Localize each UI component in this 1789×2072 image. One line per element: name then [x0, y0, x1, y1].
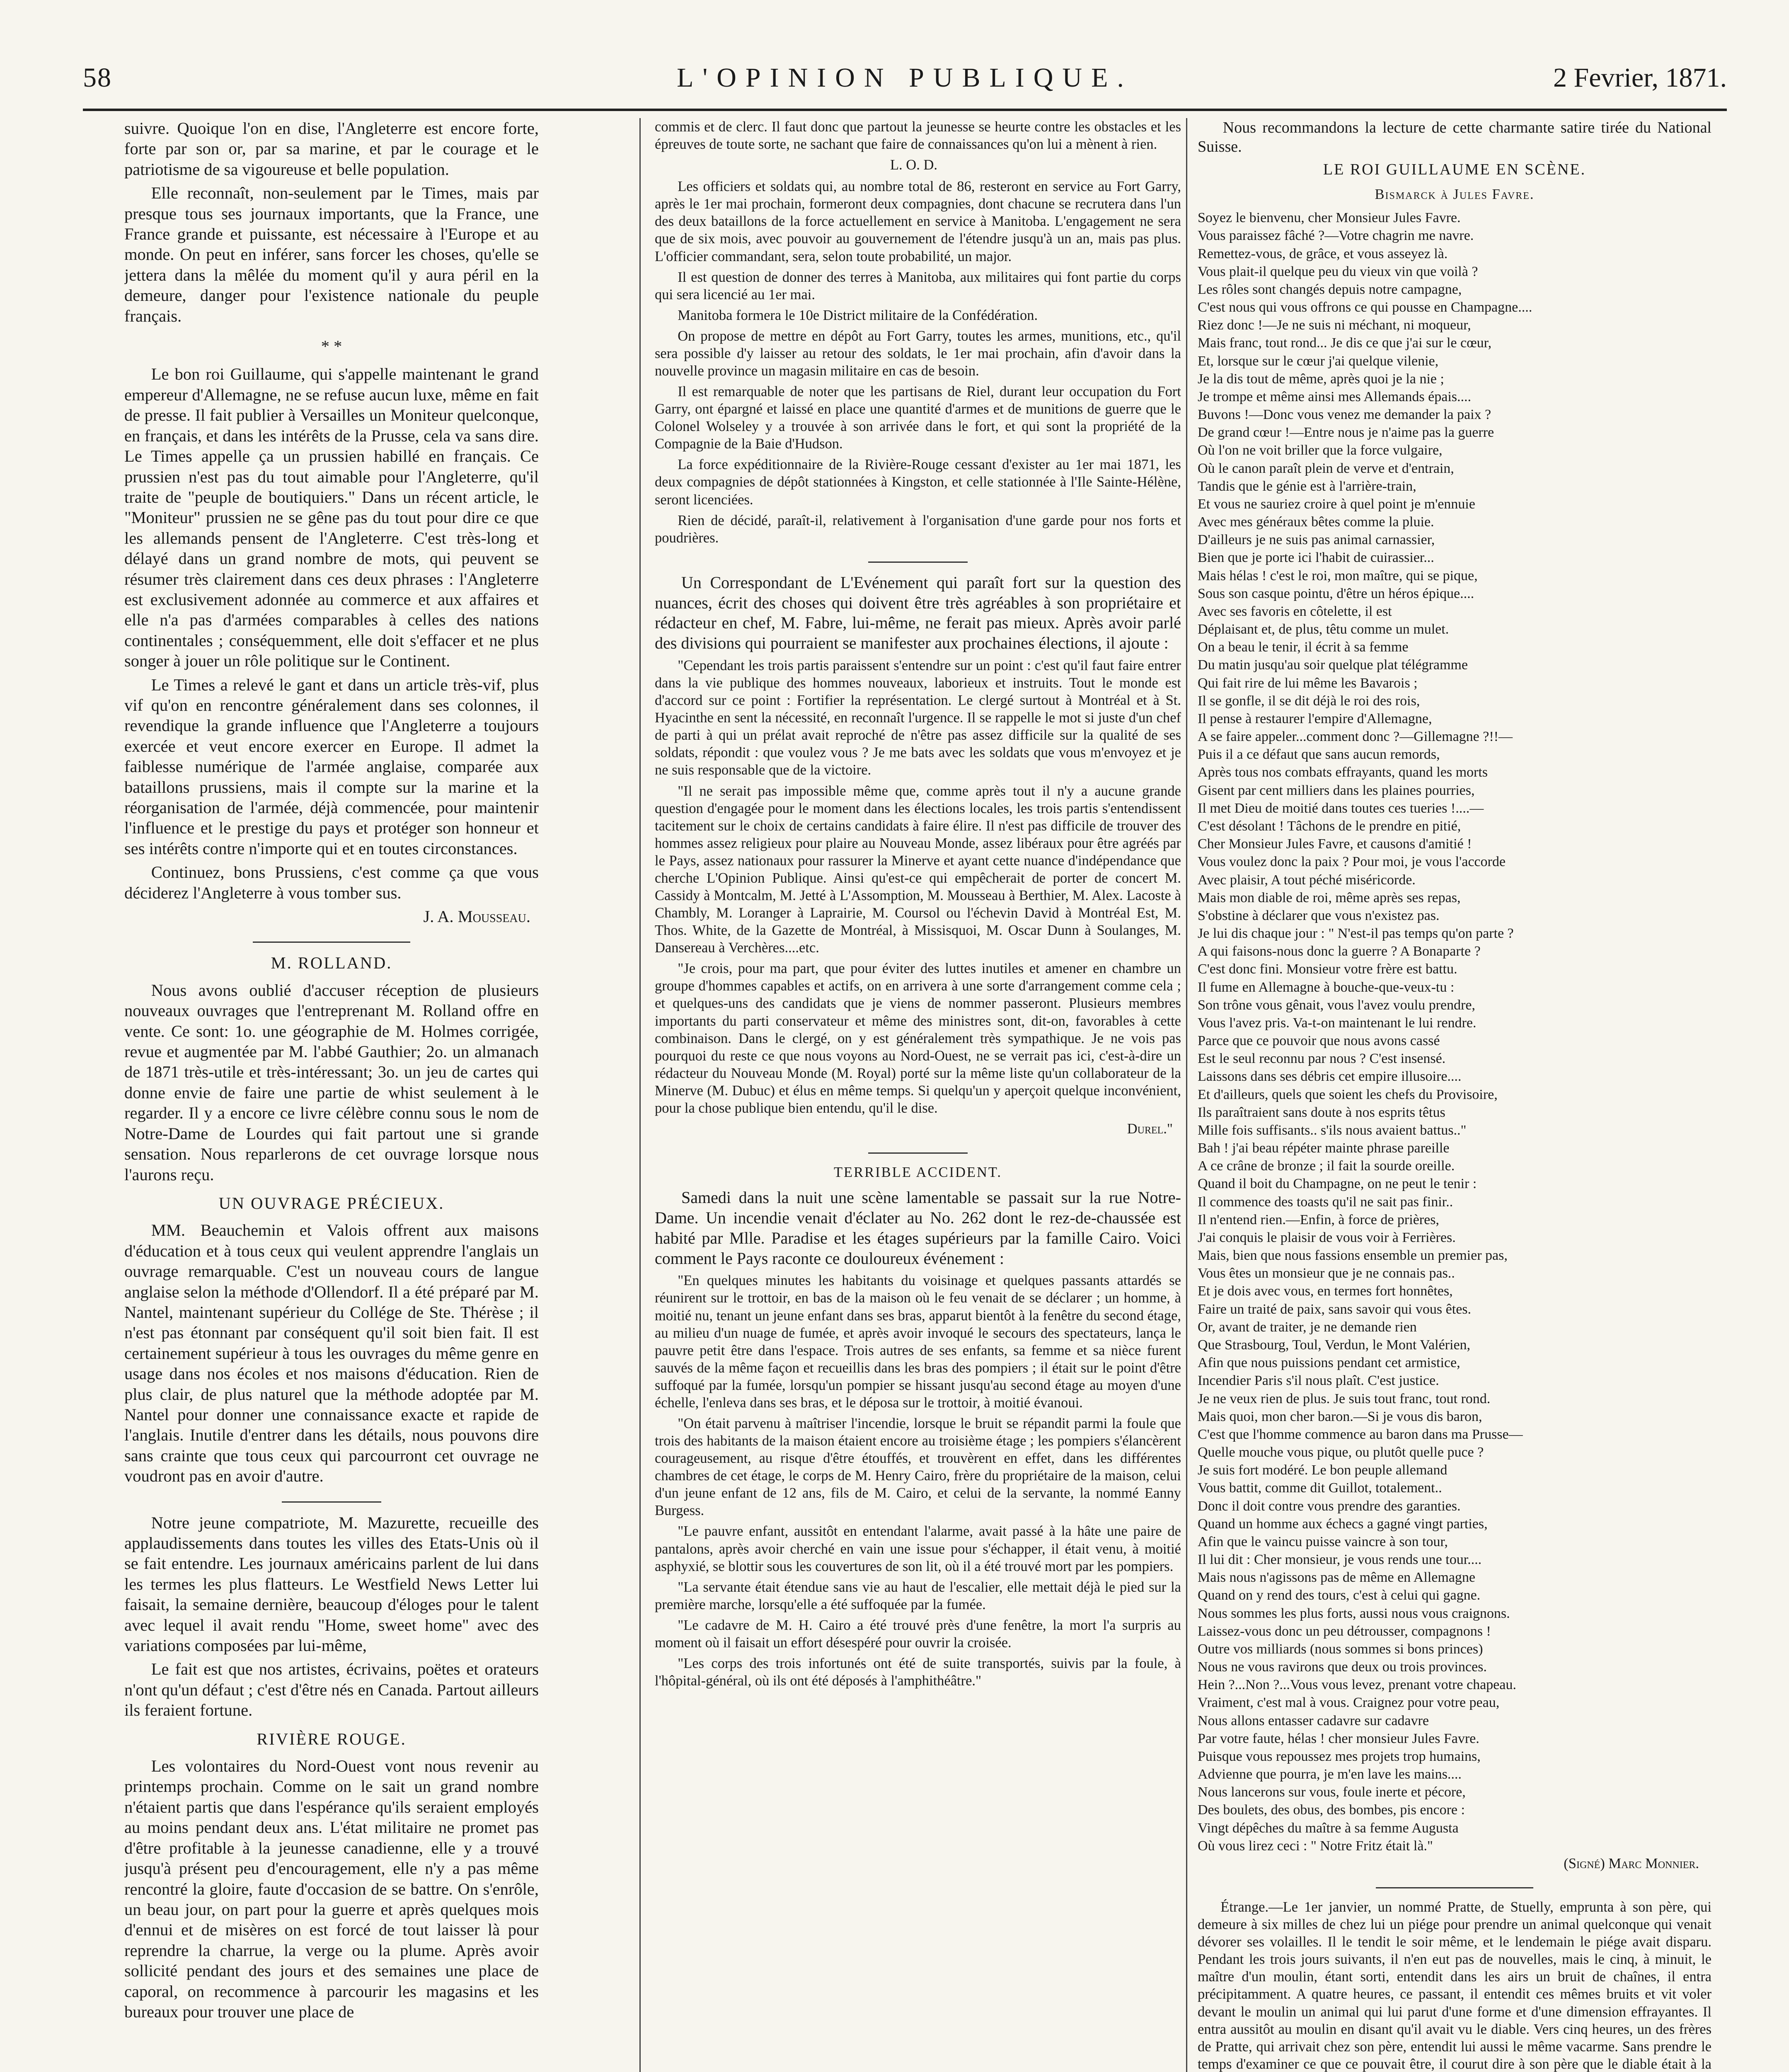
paragraph: Notre jeune compatriote, M. Mazurette, recueille des applaudissements dans toutes les villes des Etats-Unis où il se fait entendre. Les journaux américains parlent de lui dans les termes les plus flatteurs. Le Westfield News Letter lui faisait, la semaine dernière, beaucoup d'éloges pour le talent avec lequel il avait rendu "Home, sweet home" avec des variations composées par lui-même,	[124, 1513, 539, 1655]
signature: L. O. D.	[890, 157, 938, 173]
paragraph: Il est question de donner des terres à Manitoba, aux militaires qui font partie du corps qui sera licencié au 1er mai.	[655, 269, 1181, 303]
paragraph: Les officiers et soldats qui, au nombre total de 86, resteront en service au Fort Garry, après le 1er mai prochain, formeront deux compagnies, dont chacune se recrutera dans l'un des deux bataillons de la force actuellement en service à Manitoba. L'engagement ne sera que de six mois, avec pouvoir au gouvernement de l'étendre jusqu'à un an, mais pas plus. L'officier commandant, sera, selon toute probabilité, un major.	[655, 179, 1181, 264]
paragraph: Le fait est que nos artistes, écrivains, poëtes et orateurs n'ont qu'un défaut ; c'est d'être nés en Canada. Partout ailleurs ils feraient fortune.	[124, 1660, 539, 1720]
signature: (Signé) Marc Monnier.	[1564, 1855, 1699, 1871]
paragraph: Continuez, bons Prussiens, c'est comme ça que vous déciderez l'Angleterre à vous tomber sus.	[124, 863, 539, 902]
section-separator	[1376, 1887, 1533, 1888]
paragraph: La force expéditionnaire de la Rivière-Rouge cessant d'exister au 1er mai 1871, les deux compagnies de dépôt stationnées à Kingston, et celle stationnée à l'Ile Sainte-Hélène, seront licenciées.	[655, 457, 1181, 508]
section-separator	[868, 562, 968, 563]
paragraph: Le Times a relevé le gant et dans un article très-vif, plus vif qu'on en rencontre généralement dans ses colonnes, il revendique la grande influence que l'Angleterre a toujours exercée et veut encore exercer en Europe. Il admet la faiblesse numérique de l'armée anglaise, comparée aux bataillons prussiens, mais il compte sur la marine et la réorganisation de l'armée, déjà commencée, pour maintenir l'influence et le prestige du pays et protéger son honneur et ses intérêts contre n'importe qui et en toutes circonstances.	[124, 675, 539, 858]
issue-date: 2 Fevrier, 1871.	[1553, 63, 1727, 93]
paragraph: "La servante était étendue sans vie au haut de l'escalier, elle mettait déjà le pied sur la première marche, lorsqu'elle a été suffoquée par la fumée.	[655, 1579, 1181, 1612]
dinkus: * *	[321, 337, 342, 356]
paragraph: "Le cadavre de M. H. Cairo a été trouvé près d'une fenêtre, la mort l'a surpris au moment où il faisait un effort désespéré pour ouvrir la croisée.	[655, 1617, 1181, 1651]
paragraph: Un Correspondant de L'Evénement qui paraît fort sur la question des nuances, écrit des choses qui doivent être très agréables à son propriétaire et rédacteur en chef, M. Fabre, lui-même, ne ferait pas mieux. Après avoir parlé des divisions qui pourraient se manifester aux prochaines élections, il ajoute :	[655, 573, 1181, 653]
paragraph: "Le pauvre enfant, aussitôt en entendant l'alarme, avait passé à la hâte une paire de pantalons, après avoir cherché en vain une issue pour s'échapper, il était venu, à moitié asphyxié, se blottir sous les couvertures de son lit, où il a été trouvé mort par les pompiers.	[655, 1523, 1181, 1574]
paragraph: "Il ne serait pas impossible même que, comme après tout il n'y a aucune grande question d'engagée pour le moment dans les élections locales, les trois partis s'entendissent tacitement sur le choix de certains candidats à faire élire. Il n'est pas difficile de trouver des hommes assez religieux pour plaire au Nouveau Monde, assez libéraux pour être agréés par le Pays, assez nationaux pour rassurer la Minerve et ayant cette nuance d'indépendance que cherche L'Opinion Publique. Ainsi qu'est-ce qui empêcherait de porter de concert M. Cassidy à Montcalm, M. Jetté à L'Assomption, M. Mousseau à Berthier, M. Alex. Lacoste à Chambly, M. Loranger à Laprairie, M. Coursol ou l'échevin David à Montréal Est, M. Thos. White, de la Gazette de Montréal, à Missisquoi, M. Oscar Dunn à Soulanges, M. Dansereau à Verchères....etc.	[655, 783, 1181, 956]
paragraph: Manitoba formera le 10e District militaire de la Confédération.	[678, 307, 1038, 323]
column-divider	[639, 118, 641, 2072]
page-number: 58	[83, 63, 112, 93]
paragraph: Étrange.—Le 1er janvier, un nommé Pratte, de Stuelly, emprunta à son père, qui demeure à six milles de chez lui un piége pour prendre un animal quelconque qui venait dévorer ses volailles. Il le tendit le soir même, et le lendemain le piége avait disparu. Pendant les trois jours suivants, il n'en eut pas de nouvelles, mais le cinq, à minuit, le maître d'un moulin, étant sorti, entendit dans les airs un bruit de chaînes, il entra précipitamment. A quatre heures, ce passant, il entendit ces mêmes bruits et vit voler devant le moulin un animal qui lui parut d'une forme et d'une dimension effrayantes. Il entra aussitôt au moulin en disant qu'il avait vu le diable. Vers cinq heures, un des frères de Pratte, qui arrivait chez son père, entendit lui aussi le même vacarme. Sans prendre le temps d'examiner ce que ce pouvait être, il courut dire à son père que le diable était à la	[1198, 1899, 1712, 2072]
masthead-rule	[83, 109, 1727, 111]
section-heading: TERRIBLE ACCIDENT.	[833, 1164, 1002, 1181]
column-3	[1198, 118, 1712, 2072]
journal-title: L'OPINION PUBLIQUE.	[677, 63, 1133, 93]
paragraph: Elle reconnaît, non-seulement par le Times, mais par presque tous ses journaux importants, que la France, une France grande et puissante, est nécessaire à l'Europe et au monde. On peut en inférer, sans forcer les choses, qu'elle se jettera dans la mêlée du moment qu'il y aura péril en la demeure, danger pour l'existence nationale du peuple français.	[124, 184, 539, 325]
column-2	[655, 118, 1181, 2072]
paragraph: On propose de mettre en dépôt au Fort Garry, toutes les armes, munitions, etc., qu'il sera possible d'y laisser au retour des soldats, le 1er mai prochain, afin d'avoir dans la nouvelle province un magasin militaire en cas de besoin.	[655, 328, 1181, 379]
section-heading: RIVIÈRE ROUGE.	[257, 1729, 407, 1748]
column-1	[124, 118, 539, 2072]
paragraph: Il est remarquable de noter que les partisans de Riel, durant leur occupation du Fort Garry, ont épargné et laissé en place une quantité d'armes et de munitions de guerre que le Colonel Wolseley y a trouvée à son arrivée dans le fort, et qui sont la propriété de la Compagnie de la Baie d'Hudson.	[655, 384, 1181, 452]
section-heading: UN OUVRAGE PRÉCIEUX.	[218, 1193, 445, 1213]
paragraph: "Les corps des trois infortunés ont été de suite transportés, suivis par la foule, à l'hôpital-général, où ils ont été déposés à l'amphithéâtre."	[655, 1656, 1181, 1689]
section-heading: M. ROLLAND.	[271, 954, 392, 973]
paragraph: "On était parvenu à maîtriser l'incendie, lorsque le bruit se répandit parmi la foule que trois des habitants de la maison étaient encore au troisième étage ; les pompiers s'élancèrent courageusement, au risque d'être étouffés, et trouvèrent en effet, dans les différentes chambres de cet étage, le corps de M. Henry Cairo, frère du propriétaire de la maison, celui d'un jeune enfant de 12 ans, fils de M. Cairo, et celui de la servante, la nommé Eanny Burgess.	[655, 1415, 1181, 1519]
paragraph: Samedi dans la nuit une scène lamentable se passait sur la rue Notre-Dame. Un incendie venait d'éclater au No. 262 dont le rez-de-chaussée est habité par Mlle. Paradise et les étages supérieurs par la famille Cairo. Voici comment le Pays raconte ce douloureux événement :	[655, 1188, 1181, 1268]
section-separator	[282, 1501, 381, 1503]
paragraph: Nous recommandons la lecture de cette charmante satire tirée du National Suisse.	[1198, 119, 1712, 156]
paragraph: suivre. Quoique l'on en dise, l'Angleterre est encore forte, forte par son or, par sa marine, et par le courage et le patriotisme de sa vigoureuse et belle population.	[124, 119, 539, 179]
paragraph: "En quelques minutes les habitants du voisinage et quelques passants attardés se réunirent sur le trottoir, en bas de la maison où le feu venait de se déclarer ; un homme, à moitié nu, tenant un jeune enfant dans ses bras, apparut bientôt à la fenêtre du second étage, au milieu d'un nuage de fumée, et après avoir invoqué le secours des spectateurs, lança le pauvre petit être dans l'espace. Trois autres de ses enfants, sa femme et sa nièce furent sauvés de la même façon et recueillis dans les bras des pompiers ; il était sur le point d'être suffoqué par la fumée, lorsqu'un pompier se hissant jusqu'au second étage au moyen d'une échelle, l'enleva dans ses bras, et le déposa sur le trottoir, à moitié évanoui.	[655, 1273, 1181, 1411]
section-separator	[253, 942, 410, 943]
signature: J. A. Mousseau.	[423, 907, 530, 926]
masthead	[83, 62, 1727, 108]
paragraph: Rien de décidé, paraît-il, relativement à l'organisation d'une garde pour nos forts et poudrières.	[655, 512, 1181, 546]
paragraph: commis et de clerc. Il faut donc que partout la jeunesse se heurte contre les obstacles et les épreuves de toute sorte, ne sachant que faire de connaissances qu'on lui a mènent à rien.	[655, 119, 1181, 152]
paragraph: Le bon roi Guillaume, qui s'appelle maintenant le grand empereur d'Allemagne, ne se refuse aucun luxe, même en fait de presse. Il fait publier à Versailles un Moniteur quelconque, en français, et dans les intérêts de la Prusse, cela va sans dire. Le Times appelle ça un prussien habillé en français. Ce prussien n'est pas du tout aimable pour l'Angleterre, qu'il traite de "peuple de boutiquiers." Dans un récent article, le "Moniteur" prussien ne se gêne pas du tout pour dire ce que les allemands pensent de l'Angleterre. C'est très-long et délayé dans un grand nombre de mots, qui peuvent se résumer très clairement dans ces deux phrases : l'Angleterre est exclusivement adonnée au commerce et aux affaires et elle n'a pas d'armées comparables à celles des nations continentales ; conséquemment, elle doit s'effacer et ne plus songer à jouer un rôle politique sur le Continent.	[124, 365, 539, 670]
paragraph: "Cependant les trois partis paraissent s'entendre sur un point : c'est qu'il faut faire entrer dans la vie publique des hommes nouveaux, laborieux et instruits. Tout le monde est d'accord sur ce point : Fortifier la représentation. Le clergé surtout à Montréal et à St. Hyacinthe en sent la nécessité, en reconnaît l'urgence. Il se rappelle le mot si juste d'un chef de parti à qui un prélat avait reproché de n'être pas assez difficile sur la qualité de ses soldats, répondit : que voulez vous ? Je me bats avec les soldats que vous m'envoyez et je ne suis responsable que de la victoire.	[655, 657, 1181, 778]
poem-subtitle: Bismarck à Jules Favre.	[1375, 186, 1535, 203]
signature: Durel."	[1127, 1121, 1173, 1137]
paragraph: "Je crois, pour ma part, que pour éviter des luttes inutiles et amener en chambre un groupe d'hommes capables et actifs, on en arrivera à une sorte d'arrangement comme cela ; et quelques-uns des candidats que je viens de nommer passeront. Plusieurs membres importants du parti conservateur et même des ministres sont, dit-on, favorables à cette combinaison. Dans le clergé, on y est généralement très sympathique. Je ne vois pas pourquoi du reste ce que nous voyons au Nord-Ouest, ne se verrait pas ici, c'est-à-dire un rédacteur du Nouveau Monde (M. Royal) porté sur la même liste qu'un collaborateur de la Minerve (M. Dubuc) et élus en même temps. Si quelqu'un y aperçoit quelque inconvénient, pour la chose publique bien entendu, qu'il le dise.	[655, 961, 1181, 1116]
paragraph: MM. Beauchemin et Valois offrent aux maisons d'éducation et à tous ceux qui veulent apprendre l'anglais un ouvrage remarquable. C'est un nouveau cours de langue anglaise selon la méthode d'Ollendorf. Il a été préparé par M. Nantel, maintenant supérieur du Collége de Ste. Thérèse ; il n'est pas étonnant par conséquent qu'il soit bien fait. Il est certainement supérieur à tous les ouvrages du même genre en usage dans nos écoles et nos maisons d'éducation. Rien de plus clair, de plus naturel que la méthode adoptée par M. Nantel pour donner une connaissance exacte et rapide de l'anglais. Inutile d'entrer dans les détails, nous pouvons dire sans crainte que tous ceux qui parcourront cet ouvrage ne voudront pas en avoir d'autre.	[124, 1221, 539, 1486]
poem: Soyez le bienvenu, cher Monsieur Jules Favre. Vous paraissez fâché ?—Votre chagrin me navre. Remettez-vous, de grâce, et vous asseyez là. Vous plait-il quelque peu du vieux vin que voilà ? Les rôles sont changés depuis notre campagne, C'est nous qui vous offrons ce qui pousse en Champagne.... Riez donc !—Je ne suis ni méchant, ni moqueur, Mais franc, tout rond... Je dis ce que j'ai sur le cœur, Et, lorsque sur le cœur j'ai quelque vilenie, Je la dis tout de même, après quoi je la nie ; Je trompe et même ainsi mes Allemands épais.... Buvons !—Donc vous venez me demander la paix ? De grand cœur !—Entre nous je n'aime pas la guerre Où l'on ne voit briller que la force vulgaire, Où le canon paraît plein de verve et d'entrain, Tandis que le génie est à l'arrière-train, Et vous ne sauriez croire à quel point je m'ennuie Avec mes généraux bêtes comme la pluie. D'ailleurs je ne suis pas animal carnassier, Bien que je porte ici l'habit de cuirassier... Mais hélas ! c'est le roi, mon maître, qui se pique, Sous son casque pointu, d'être un héros épique.... Avec ses favoris en côtelette, il est Déplaisant et, de plus, têtu comme un mulet. On a beau le tenir, il écrit à sa femme Du matin jusqu'au soir quelque plat télégramme Qui fait rire de lui même les Bavarois ; Il se gonfle, il se dit déjà le roi des rois, Il pense à restaurer l'empire d'Allemagne, A se faire appeler...comment donc ?—Gillemagne ?!!— Puis il a ce défaut que sans aucun remords, Après tous nos combats effrayants, quand les morts Gisent par cent milliers dans les plaines pourries, Il met Dieu de moitié dans toutes ces tueries !....— C'est désolant ! Tâchons de le prendre en pitié, Cher Monsieur Jules Favre, et causons d'amitié ! Vous voulez donc la paix ? Pour moi, je vous l'accorde Avec plaisir, A tout péché miséricorde. Mais mon diable de roi, même après ses repas, S'obstine à déclarer que vous n'existez pas. Je lui dis chaque jour : " N'est-il pas temps qu'on parte ? A qui faisons-nous donc la guerre ? A Bonaparte ? C'est donc fini. Monsieur votre frère est battu. Il fume en Allemagne à bouche-que-veux-tu : Son trône vous gênait, vous l'avez voulu prendre, Vous l'avez pris. Va-t-on maintenant le lui rendre. Parce que ce pouvoir que nous avons cassé Est le seul reconnu par nous ? C'est insensé. Laissons dans ses débris cet empire illusoire.... Et d'ailleurs, quels que soient les chefs du Provisoire, Ils paraîtraient sans doute à nos esprits têtus Mille fois suffisants.. s'ils nous avaient battus.." Bah ! j'ai beau répéter mainte phrase pareille A ce crâne de bronze ; il fait la sourde oreille. Quand il boit du Champagne, on ne peut le tenir : Il commence des toasts qu'il ne sait pas finir.. Il n'entend rien.—Enfin, à force de prières, J'ai conquis le plaisir de vous voir à Ferrières. Mais, bien que nous fassions ensemble un premier pas, Vous êtes un monsieur que je ne connais pas.. Et je dois avec vous, en termes fort honnêtes, Faire un traité de paix, sans savoir qui vous êtes. Or, avant de traiter, je ne demande rien Que Strasbourg, Toul, Verdun, le Mont Valérien, Afin que nous puissions pendant cet armistice, Incendier Paris s'il nous plaît. C'est justice. Je ne veux rien de plus. Je suis tout franc, tout rond. Mais quoi, mon cher baron.—Si je vous dis baron, C'est que l'homme commence au baron dans ma Prusse— Quelle mouche vous pique, ou plutôt quelle puce ? Je suis fort modéré. Le bon peuple allemand Vous battit, comme dit Guillot, totalement.. Donc il doit contre vous prendre des garanties. Quand un homme aux échecs a gagné vingt parties, Afin que le vaincu puisse vaincre à son tour, Il lui dit : Cher monsieur, je vous rends une tour.... Mais nous n'agissons pas de même en Allemagne Quand on y rend des tours, c'est à celui qui gagne. Nous sommes les plus forts, aussi nous vous craignons. Laissez-vous donc un peu détrousser, compagnons ! Outre vos milliards (nous sommes si bons princes) Nous ne vous ravirons que deux ou trois provinces. Hein ?...Non ?...Vous vous levez, prenant votre chapeau. Vraiment, c'est mal à vous. Craignez pour votre peau, Nous allons entasser cadavre sur cadavre Par votre faute, hélas ! cher monsieur Jules Favre. Puisque vous repoussez mes projets trop humains, Advienne que pourra, je m'en lave les mains.... Nous lancerons sur vous, foule inerte et pécore, Des boulets, des obus, des bombes, pis encore : Vingt dépêches du maître à sa femme Augusta Où vous lirez ceci : " Notre Fritz était là."	[1198, 210, 1532, 1854]
paragraph: Les volontaires du Nord-Ouest vont nous revenir au printemps prochain. Comme on le sait un grand nombre n'étaient partis que dans l'espérance qu'ils seraient employés au moins pendant deux ans. L'état militaire ne promet pas d'être profitable à la jeunesse canadienne, elle y a trouvé jusqu'à présent peu d'encouragement, elle n'y a pas même rencontré la gloire, faute d'occasion de se battre. On s'enrôle, un beau jour, on part pour la guerre et après quelques mois d'ennui et de misères on est forcé de tout laisser là pour reprendre la charrue, la verge ou la plume. Après avoir sollicité pendant des jours et des semaines une place de caporal, on recommence à parcourir les magasins et les bureaux pour trouver une place de	[124, 1757, 539, 2021]
poem-title: LE ROI GUILLAUME EN SCÈNE.	[1323, 160, 1586, 178]
column-divider	[1186, 118, 1187, 2072]
section-separator	[868, 1152, 968, 1154]
paragraph: Nous avons oublié d'accuser réception de plusieurs nouveaux ouvrages que l'entreprenant M. Rolland offre en vente. Ce sont: 1o. une géographie de M. Holmes corrigée, revue et augmentée par M. l'abbé Gauthier; 2o. un almanach de 1871 très-utile et très-intéressant; 3o. un jeu de cartes qui donne envie de faire une partie de whist seulement à le regarder. Il y a encore ce livre célèbre connu sous le nom de Notre-Dame de Lourdes qui fait partout une si grande sensation. Nous reparlerons de cet ouvrage lorsque nous l'aurons reçu.	[124, 980, 539, 1184]
